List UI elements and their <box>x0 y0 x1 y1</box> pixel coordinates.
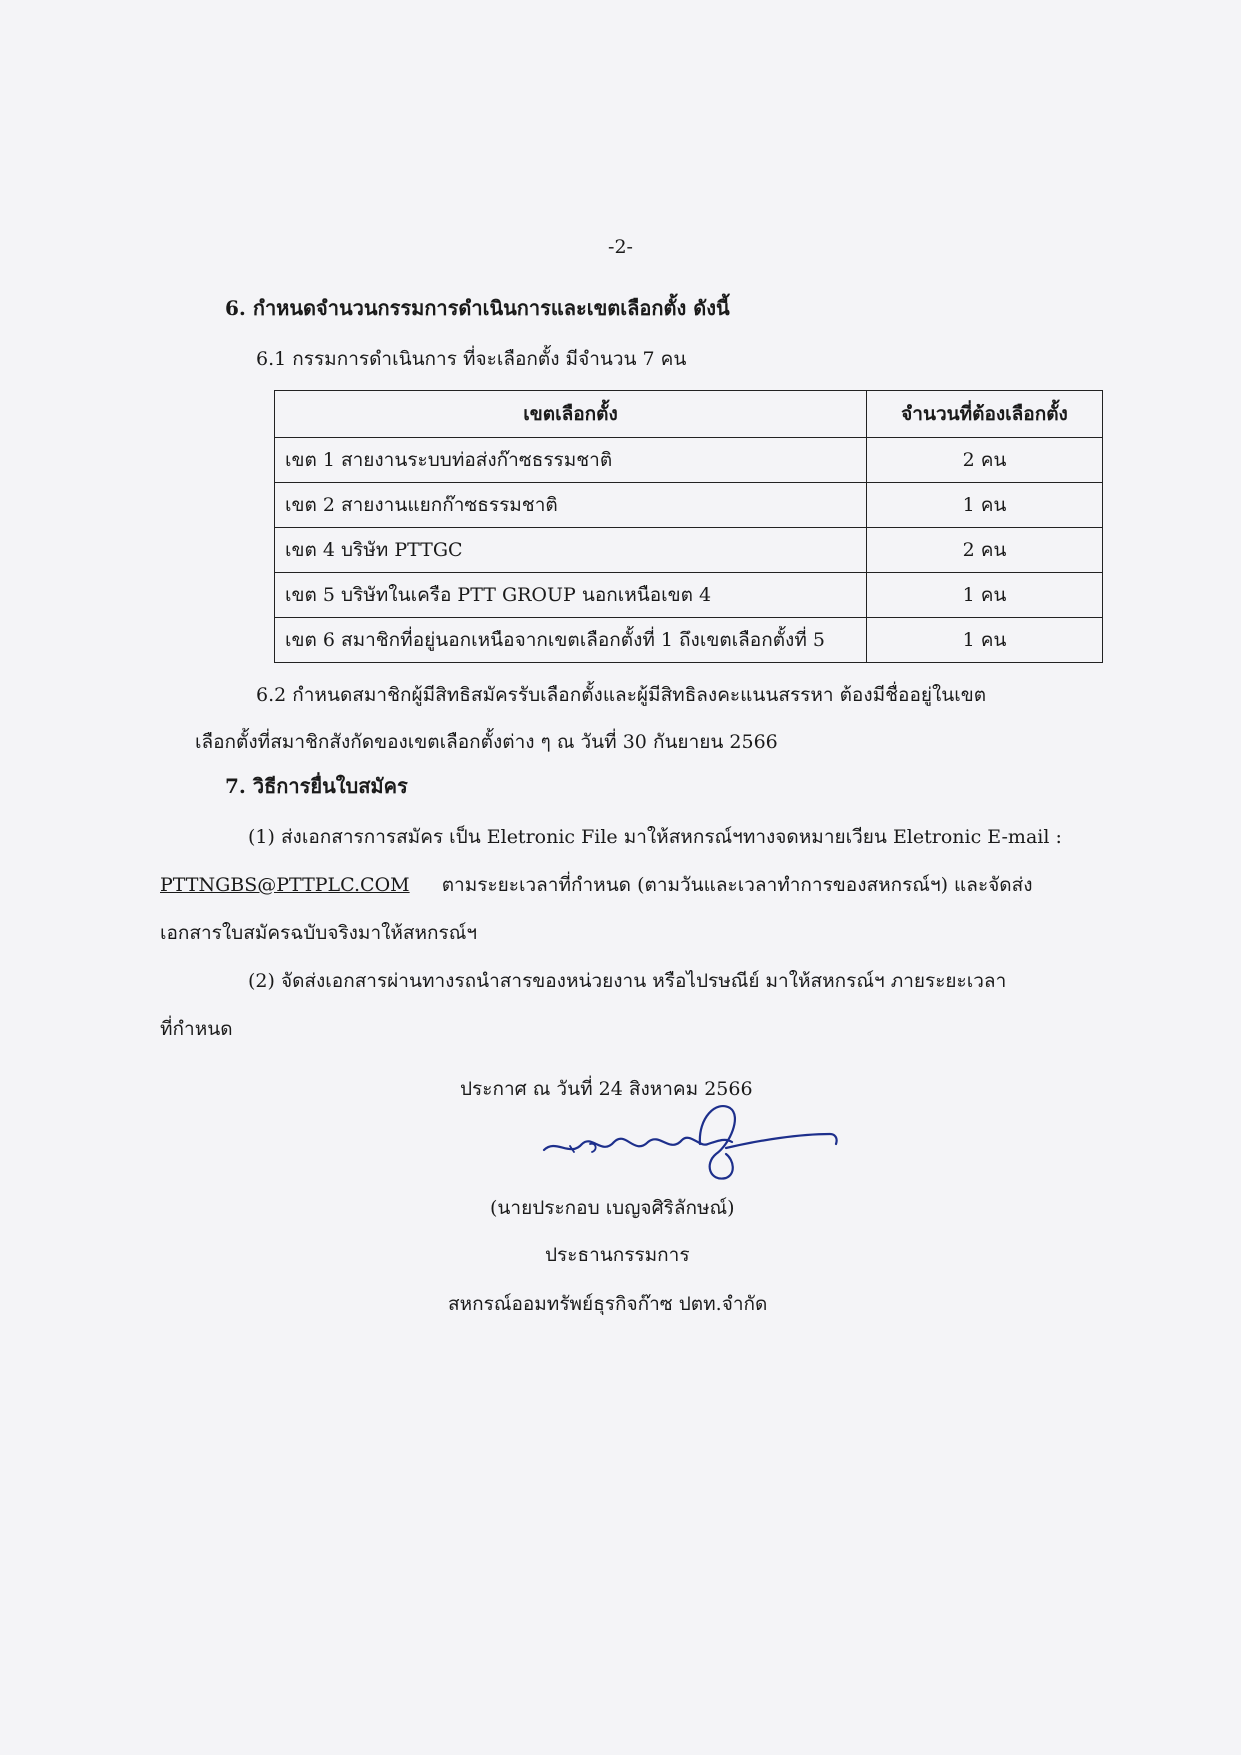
table-row <box>275 573 1103 618</box>
count-cell: 2 คน <box>867 528 1103 573</box>
section7-p1-line2-rest: ตามระยะเวลาที่กำหนด (ตามวันและเวลาทำการของสหกรณ์ฯ) และจัดส่ง <box>441 874 1033 896</box>
page-number: -2- <box>608 236 633 258</box>
section7-p1-line2 <box>160 870 1033 900</box>
table-row <box>275 618 1103 663</box>
zone-cell: เขต 2 สายงานแยกก๊าซธรรมชาติ <box>275 483 867 528</box>
section6-sub2-line1: 6.2 กำหนดสมาชิกผู้มีสิทธิสมัครรับเลือกตั้งและผู้มีสิทธิลงคะแนนสรรหา ต้องมีชื่ออยู่ในเขต <box>256 684 987 706</box>
count-cell: 1 คน <box>867 483 1103 528</box>
section7-p2-line1: (2) จัดส่งเอกสารผ่านทางรถนำสารของหน่วยงาน หรือไปรษณีย์ มาให้สหกรณ์ฯ ภายระยะเวลา <box>248 970 1007 992</box>
signatory-name: (นายประกอบ เบญจศิริลักษณ์) <box>490 1197 735 1219</box>
election-zone-table <box>274 390 1103 663</box>
count-cell: 2 คน <box>867 438 1103 483</box>
section6-sub2-line2: เลือกตั้งที่สมาชิกสังกัดของเขตเลือกตั้งต่าง ๆ ณ วันที่ 30 กันยายน 2566 <box>195 731 778 753</box>
zone-cell: เขต 5 บริษัทในเครือ PTT GROUP นอกเหนือเขต 4 <box>275 573 867 618</box>
zone-cell: เขต 1 สายงานระบบท่อส่งก๊าซธรรมชาติ <box>275 438 867 483</box>
organization-name: สหกรณ์ออมทรัพย์ธุรกิจก๊าซ ปตท.จำกัด <box>448 1293 768 1315</box>
signatory-position: ประธานกรรมการ <box>545 1244 690 1266</box>
table-row <box>275 528 1103 573</box>
section7-p1-line3: เอกสารใบสมัครฉบับจริงมาให้สหกรณ์ฯ <box>160 922 478 944</box>
email-link[interactable]: PTTNGBS@PTTPLC.COM <box>160 874 410 896</box>
table-row <box>275 483 1103 528</box>
header-zone: เขตเลือกตั้ง <box>275 391 867 438</box>
table-row <box>275 438 1103 483</box>
table-header-row <box>275 391 1103 438</box>
section7-p2-line2: ที่กำหนด <box>160 1018 233 1040</box>
section7-heading: 7. วิธีการยื่นใบสมัคร <box>225 774 408 798</box>
section6-sub1: 6.1 กรรมการดำเนินการ ที่จะเลือกตั้ง มีจำนวน 7 คน <box>256 348 687 370</box>
header-count: จำนวนที่ต้องเลือกตั้ง <box>867 391 1103 438</box>
count-cell: 1 คน <box>867 618 1103 663</box>
signature-image <box>530 1098 850 1188</box>
section6-heading: 6. กำหนดจำนวนกรรมการดำเนินการและเขตเลือกตั้ง ดังนี้ <box>225 296 730 320</box>
zone-cell: เขต 4 บริษัท PTTGC <box>275 528 867 573</box>
count-cell: 1 คน <box>867 573 1103 618</box>
section7-p1-line1: (1) ส่งเอกสารการสมัคร เป็น Eletronic File มาให้สหกรณ์ฯทางจดหมายเวียน Eletronic E-mail : <box>248 826 1062 848</box>
zone-cell: เขต 6 สมาชิกที่อยู่นอกเหนือจากเขตเลือกตั้งที่ 1 ถึงเขตเลือกตั้งที่ 5 <box>275 618 867 663</box>
announce-date: ประกาศ ณ วันที่ 24 สิงหาคม 2566 <box>460 1078 753 1100</box>
